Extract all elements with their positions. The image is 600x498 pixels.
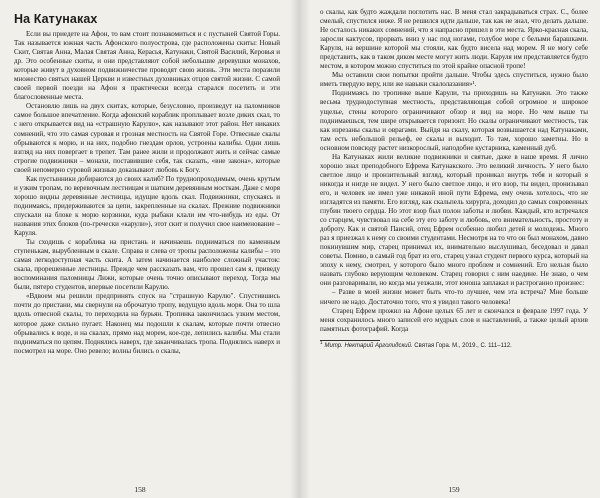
gutter-shadow bbox=[290, 0, 300, 498]
paragraph: Остановлю лишь на двух скитах, которые, безусловно, произведут на паломников самое большое впечатление. Когда афонский кораблик проплывает возле диких скал, то с него открывается вид на «страшную Карулю», как называют этот район. Нет никаких сомнений, что это самая суровая и грозная местность на Святой Горе. Отвесные скалы обрываются к морю, и на них, подобно гнездам орлов, устроены калибы. Одни лишь взгляд на них повергает в трепет. Там ранее жили и продолжают жить и сейчас самые строгие подвижники – монахи, поставившие себя, так сказать, «вне закона», которые своей непомерно суровой жизнью доказывают любовь к Богу. bbox=[14, 102, 280, 174]
chapter-title: На Катунаках bbox=[14, 12, 98, 26]
paragraph: Если вы приедете на Афон, то вам стоит познакомиться и с пустыней Святой Горы. Так называется южная часть Афонского полуострова, где расположены скиты: Новый Скит, Святая Анна, Малая Святая Анна, Керасья, Катунаки, Святой Василий, Керовья и др. Это особенные скиты, и они представляют собой небольшие деревушки монахов, которые живут в духовном подвижничестве проводят свою жизнь. Эти места поразили множество святых нашей Церкви и известных духовниках отцов святой жизни. С самой своей первой поезди на Афон я практически всегда старался посетить и эти благословенные места. bbox=[14, 30, 280, 102]
paragraph: Старец Ефрем прожил на Афоне целых 65 лет и скончался в феврале 1997 года. У меня сохранилось много записей его мудрых слов и наставлений, а также целый архив памятных фотографий. Когда bbox=[320, 306, 588, 333]
paragraph: «Вдвоем мы решили предпринять спуск на "страшную Карулю". Спустившись почти до пристани, мы свернули на оброчатую тропу, ведущую вдоль моря. Она то шла вдоль отвесной скалы, то переходила на бурьян. Тропинка закончилась узким местом, которое даже сильно пугает. Наконец мы подошли к скалам, которые почти отвесно обрывались к воде, и на скалах, прямо над морем, кое-где, лепились калибы. Мы стали подниматься по цепям. Поднялись наверх, где заканчивалась тропа. Поднялись наверх и посмотрел на море. Оно ревело; волны бились о скалы, bbox=[14, 292, 280, 355]
paragraph: – Разве в моей жизни может быть что-то лучшее, чем эта встреча? Мне больше ничего не надо. Достаточно того, что я увидел такого человека! bbox=[320, 288, 588, 306]
gutter-shadow bbox=[300, 0, 310, 498]
paragraph: На Катунаках жили великие подвижники и святые, даже в наше время. Я лично хорошо знал преподобного Ефрема Катунакского. Это великий личность. У него было светлое лицо и пронзительный взгляд, который проникал внутрь тебя и который я никогда и нигде не видел. У него было светлое лицо, и его взор, ты видел, пронизывал его, и человек не имел уже никакой иной пути Ефрема, ему очень хотелось, что не изгладятся из памяти. Его взгляд, как скальпель хирурга, доходил до самых сокровенных глубин твоего сердца. Но этот взор был полон заботы и любви. Каждый, кто встречался со старцем, чувствовал на себе эту его заботу и любовь, его внимательность, простоту и доброту. Как и святой Паисий, отец Ефрем особенно любил детей и молодежь. Много раз я приезжал к нему со своими студентами. Несмотря на то что он был монахом, давно покинувшим мир, старец принимал их, внимательно выслушивал, беседовал и давал советы. Помню, в самый год брат из его, старец узнал студент первого курса, который на эпоху к нему, смотрел, у которого было много проблем и сомнений. Его нельзя было назвать глубоко верующим человеком. Старец говорил с ним наедине. Не знаю, о чем они разговаривали, но когда мы уезжали, этот юноша заплакал и растроганно произнес: bbox=[320, 152, 588, 288]
paragraph: Как пустынники добираются до своих калиб? По труднопроходимым, очень крутым и узким тропам, по веревочным лестницам и шатким деревянным мосткам. Даже с моря хорошо видны деревянные лестницы, идущие вдоль скал. Подвижники, спускаясь и поднимаясь, придерживаются за цепи, закрепленные на скалах. Прежние подвижники спускали на блоке к морю корзинки, куда рыбаки клали им что-нибудь из еды. От названия этих блоков (по-гречески «карули»), этот скит и получил свое наименование – Каруля. bbox=[14, 174, 280, 238]
footnote-rule bbox=[320, 340, 380, 341]
page-number: 159 bbox=[448, 485, 460, 494]
paragraph: о скалы, как будто жаждали поглотить нас. В меня стал закрадываться страх. С., более смелый, спустился ниже. Я не решился идти дальше, так как не знал, что делать дальше. Не осталось никаких сомнений, что я напрасно пришел в эти места. Ярко-красная скала, заросли кактусов, прорвать вниз у нас под ногами, голубое море с белыми барашками. Каруля, на вершине которой мы стояли, как будто висела над морем. Я не могу себе представить, как в таком диком месте могут жить люди. Каруля им представляется будто местом, в котором можно спуститься по этой крайне опасной тропе! bbox=[320, 8, 588, 71]
paragraph: Мы оставили свои попытки пройти дальше. Чтобы здесь спуститься, нужно было иметь твердую веру, или же навыки скалолазания»¹. bbox=[320, 71, 588, 89]
paragraph: Ты сходишь с кораблика на пристань и начинаешь подниматься по каменным ступенькам, вырубленным в скале. Справа и слева от тропы расположены калибы – это самая легкодоступная часть скита. А затем начинается наиболее сложный участок: скала, прорешенные лестницы. Прежде чем рассказать вам, что прошел сам я, приведу воспоминания паломницы Лижи, которые очень точно описывают переход. Тогда мы были, пятеро студентов, впервые посетили Карулю. bbox=[14, 238, 280, 292]
footnote-source: Святая Гора. М., 2019., С. 111–112. bbox=[414, 342, 512, 349]
footnote-author: Митр. Нектарий Арголидский. bbox=[324, 342, 413, 349]
right-page bbox=[300, 0, 600, 498]
right-page-body bbox=[320, 8, 588, 334]
page-number: 158 bbox=[134, 485, 146, 494]
footnote bbox=[320, 339, 588, 351]
paragraph: Поднимаясь по тропинке выше Карули, ты приходишь на Катунаки. Это также весьма труднодоступная местность, представляющая собой огромное и широкое ущелье, стены которого ограничивают обзор и вид на море. Но чем выше ты поднимаешься, тем шире открывается горизонт. Но скалы ограничивают местность, так как изрезаны скалы и оврагами. Выйдя на скалу, которая возвышается над Катунаками, там есть небольшой рельеф, ее скалы и выходит. То там, хорошо заметны. Но в основном повсюду растет низкорослый, наподобие кустарника, каменный дуб. bbox=[320, 89, 588, 152]
left-page-body bbox=[14, 30, 280, 356]
footnote-number: 1 bbox=[320, 339, 323, 345]
